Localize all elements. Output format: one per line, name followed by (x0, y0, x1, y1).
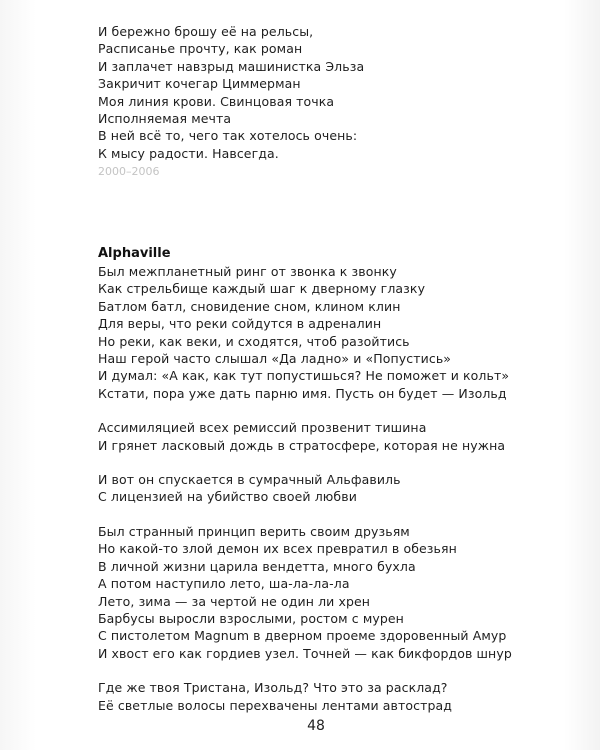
poem-line: Расписанье прочту, как роман (98, 41, 303, 57)
poem-line: Её светлые волосы перехвачены лентами автострад (98, 697, 453, 713)
poem-line: И бережно брошу её на рельсы, (98, 24, 314, 39)
poem-line: Как стрельбище каждый шаг к дверному глазку (98, 281, 426, 297)
poem-line: С пистолетом Magnum в дверном проеме здоровенный Амур (98, 628, 507, 644)
poem-line: А потом наступило лето, ша-ла-ла-ла (98, 576, 350, 592)
poem-line: Кстати, пора уже дать парню имя. Пусть он будет — Изольд (98, 385, 507, 401)
poem-line: Но какой-то злой демон их всех превратил в обезьян (98, 541, 457, 557)
poem-line: С лицензией на убийство своей любви (98, 489, 357, 505)
poem-title: Alphaville (98, 246, 171, 261)
poem-line: В личной жизни царила вендетта, много бухла (98, 558, 416, 574)
poem-line: Барбусы выросли взрослыми, ростом с мурен (98, 610, 404, 626)
poem-line: Закричит кочегар Циммерман (98, 76, 301, 92)
poem-line: И грянет ласковый дождь в стратосфере, которая не нужна (98, 437, 506, 453)
stanza-4 (98, 523, 558, 662)
poem-line: И вот он спускается в сумрачный Альфавиль (98, 472, 401, 488)
poem-line: Был межпланетный ринг от звонка к звонку (98, 264, 397, 279)
top-poem (98, 23, 558, 180)
poem-line: И хвост его как гордиев узел. Точней — как бикфордов шнур (98, 645, 512, 661)
poem-line: Лето, зима — за чертой не один ли хрен (98, 593, 371, 609)
poem-line: Был странный принцип верить своим друзьям (98, 523, 410, 539)
alphaville-poem (98, 245, 558, 731)
poem-line: Батлом батл, сновидение сном, клином клин (98, 298, 401, 314)
poem-line: Наш герой часто слышал «Да ладно» и «Попустись» (98, 351, 452, 367)
poem-line: Исполняемая мечта (98, 111, 232, 127)
stanza-2 (98, 419, 558, 454)
poem-line: К мысу радости. Навсегда. (98, 145, 279, 161)
poem-line: В ней всё то, чего так хотелось очень: (98, 128, 358, 144)
poem-line: И думал: «А как, как тут попустишься? Не поможет и кольт» (98, 368, 510, 384)
stanza-1 (98, 263, 558, 402)
poem-line: Для веры, что реки сойдутся в адреналин (98, 316, 382, 332)
page-number: 48 (307, 718, 325, 734)
poem-line: Моя линия крови. Свинцовая точка (98, 93, 335, 109)
poem-line: Где же твоя Тристана, Изольд? Что это за расклад? (98, 680, 448, 696)
poem-dates: 2000–2006 (98, 165, 160, 179)
poem-line: И заплачет навзрыд машинистка Эльза (98, 58, 365, 74)
stanza-3 (98, 471, 558, 506)
poem-line: Но реки, как веки, и сходятся, чтоб разойтись (98, 333, 410, 349)
stanza-5 (98, 679, 558, 714)
poem-line: Ассимиляцией всех ремиссий прозвенит тишина (98, 420, 427, 436)
